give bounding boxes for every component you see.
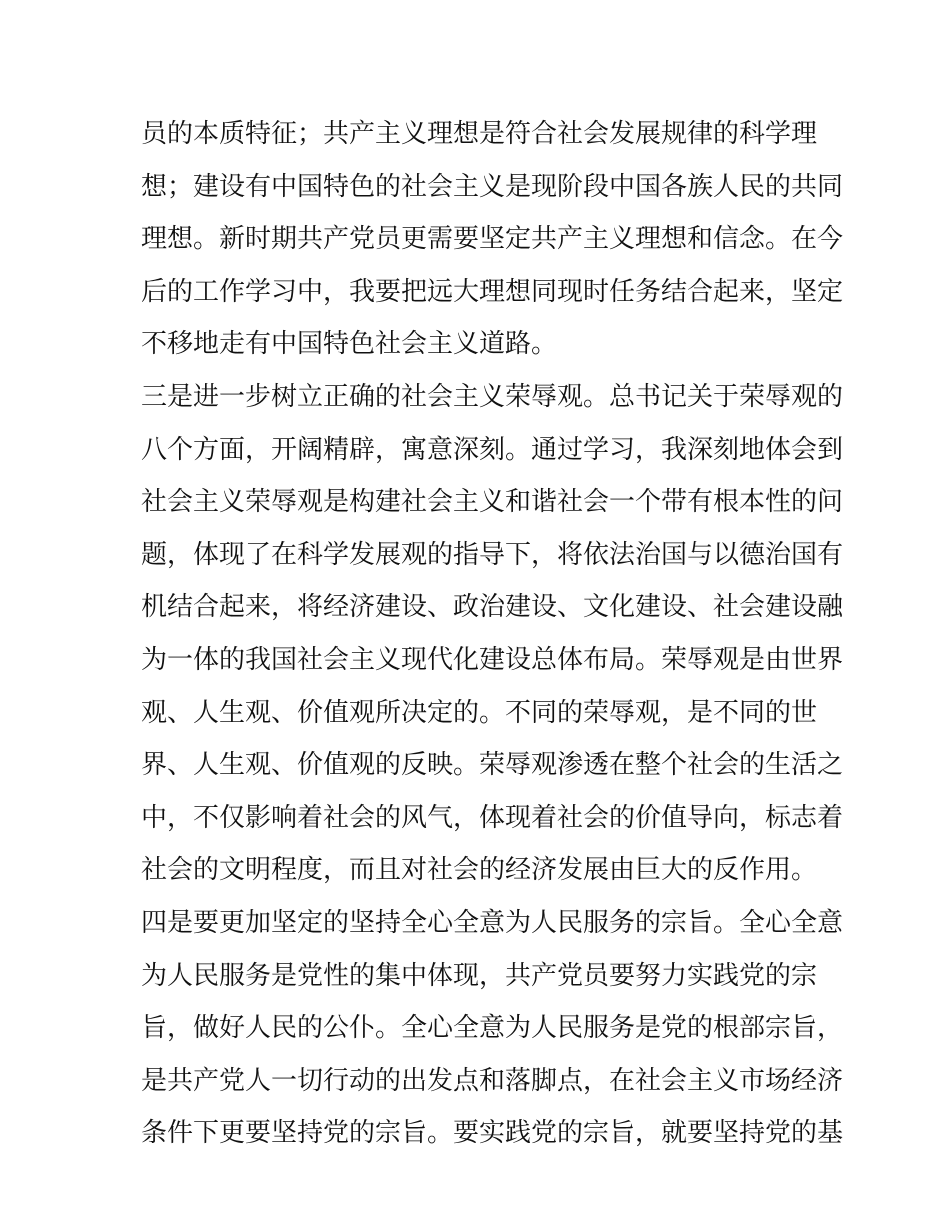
- text-line: 中，不仅影响着社会的风气，体现着社会的价值导向，标志着: [141, 802, 844, 833]
- text-line: 为人民服务是党性的集中体现，共产党员要努力实践党的宗: [141, 960, 818, 991]
- text-line: 后的工作学习中，我要把远大理想同现时任务结合起来，坚定: [141, 276, 844, 307]
- text-line: 界、人生观、价值观的反映。荣辱观渗透在整个社会的生活之: [141, 750, 844, 781]
- text-line: 社会的文明程度，而且对社会的经济发展由巨大的反作用。: [141, 855, 818, 886]
- text-line: 社会主义荣辱观是构建社会主义和谐社会一个带有根本性的问: [141, 487, 844, 518]
- body-text: [141, 108, 844, 1160]
- text-line: 员的本质特征；共产主义理想是符合社会发展规律的科学理: [141, 119, 818, 149]
- text-line: 是共产党人一切行动的出发点和落脚点，在社会主义市场经济: [141, 1065, 844, 1096]
- text-line: 理想。新时期共产党员更需要坚定共产主义理想和信念。在今: [141, 224, 844, 255]
- text-line: 机结合起来，将经济建设、政治建设、文化建设、社会建设融: [141, 592, 844, 623]
- text-line: 四是要更加坚定的坚持全心全意为人民服务的宗旨。全心全意: [141, 907, 844, 938]
- text-line: 为一体的我国社会主义现代化建设总体布局。荣辱观是由世界: [141, 644, 844, 675]
- text-line: 八个方面，开阔精辟，寓意深刻。通过学习，我深刻地体会到: [141, 434, 844, 465]
- text-line: 三是进一步树立正确的社会主义荣辱观。总书记关于荣辱观的: [141, 381, 844, 412]
- text-line: 不移地走有中国特色社会主义道路。: [141, 329, 558, 360]
- text-line: 题，体现了在科学发展观的指导下，将依法治国与以德治国有: [141, 539, 844, 570]
- text-line: 条件下更要坚持党的宗旨。要实践党的宗旨，就要坚持党的基: [141, 1118, 844, 1149]
- text-line: 旨，做好人民的公仆。全心全意为人民服务是党的根部宗旨，: [141, 1013, 844, 1044]
- text-line: 观、人生观、价值观所决定的。不同的荣辱观，是不同的世: [141, 697, 818, 728]
- text-line: 想；建设有中国特色的社会主义是现阶段中国各族人民的共同: [141, 171, 844, 202]
